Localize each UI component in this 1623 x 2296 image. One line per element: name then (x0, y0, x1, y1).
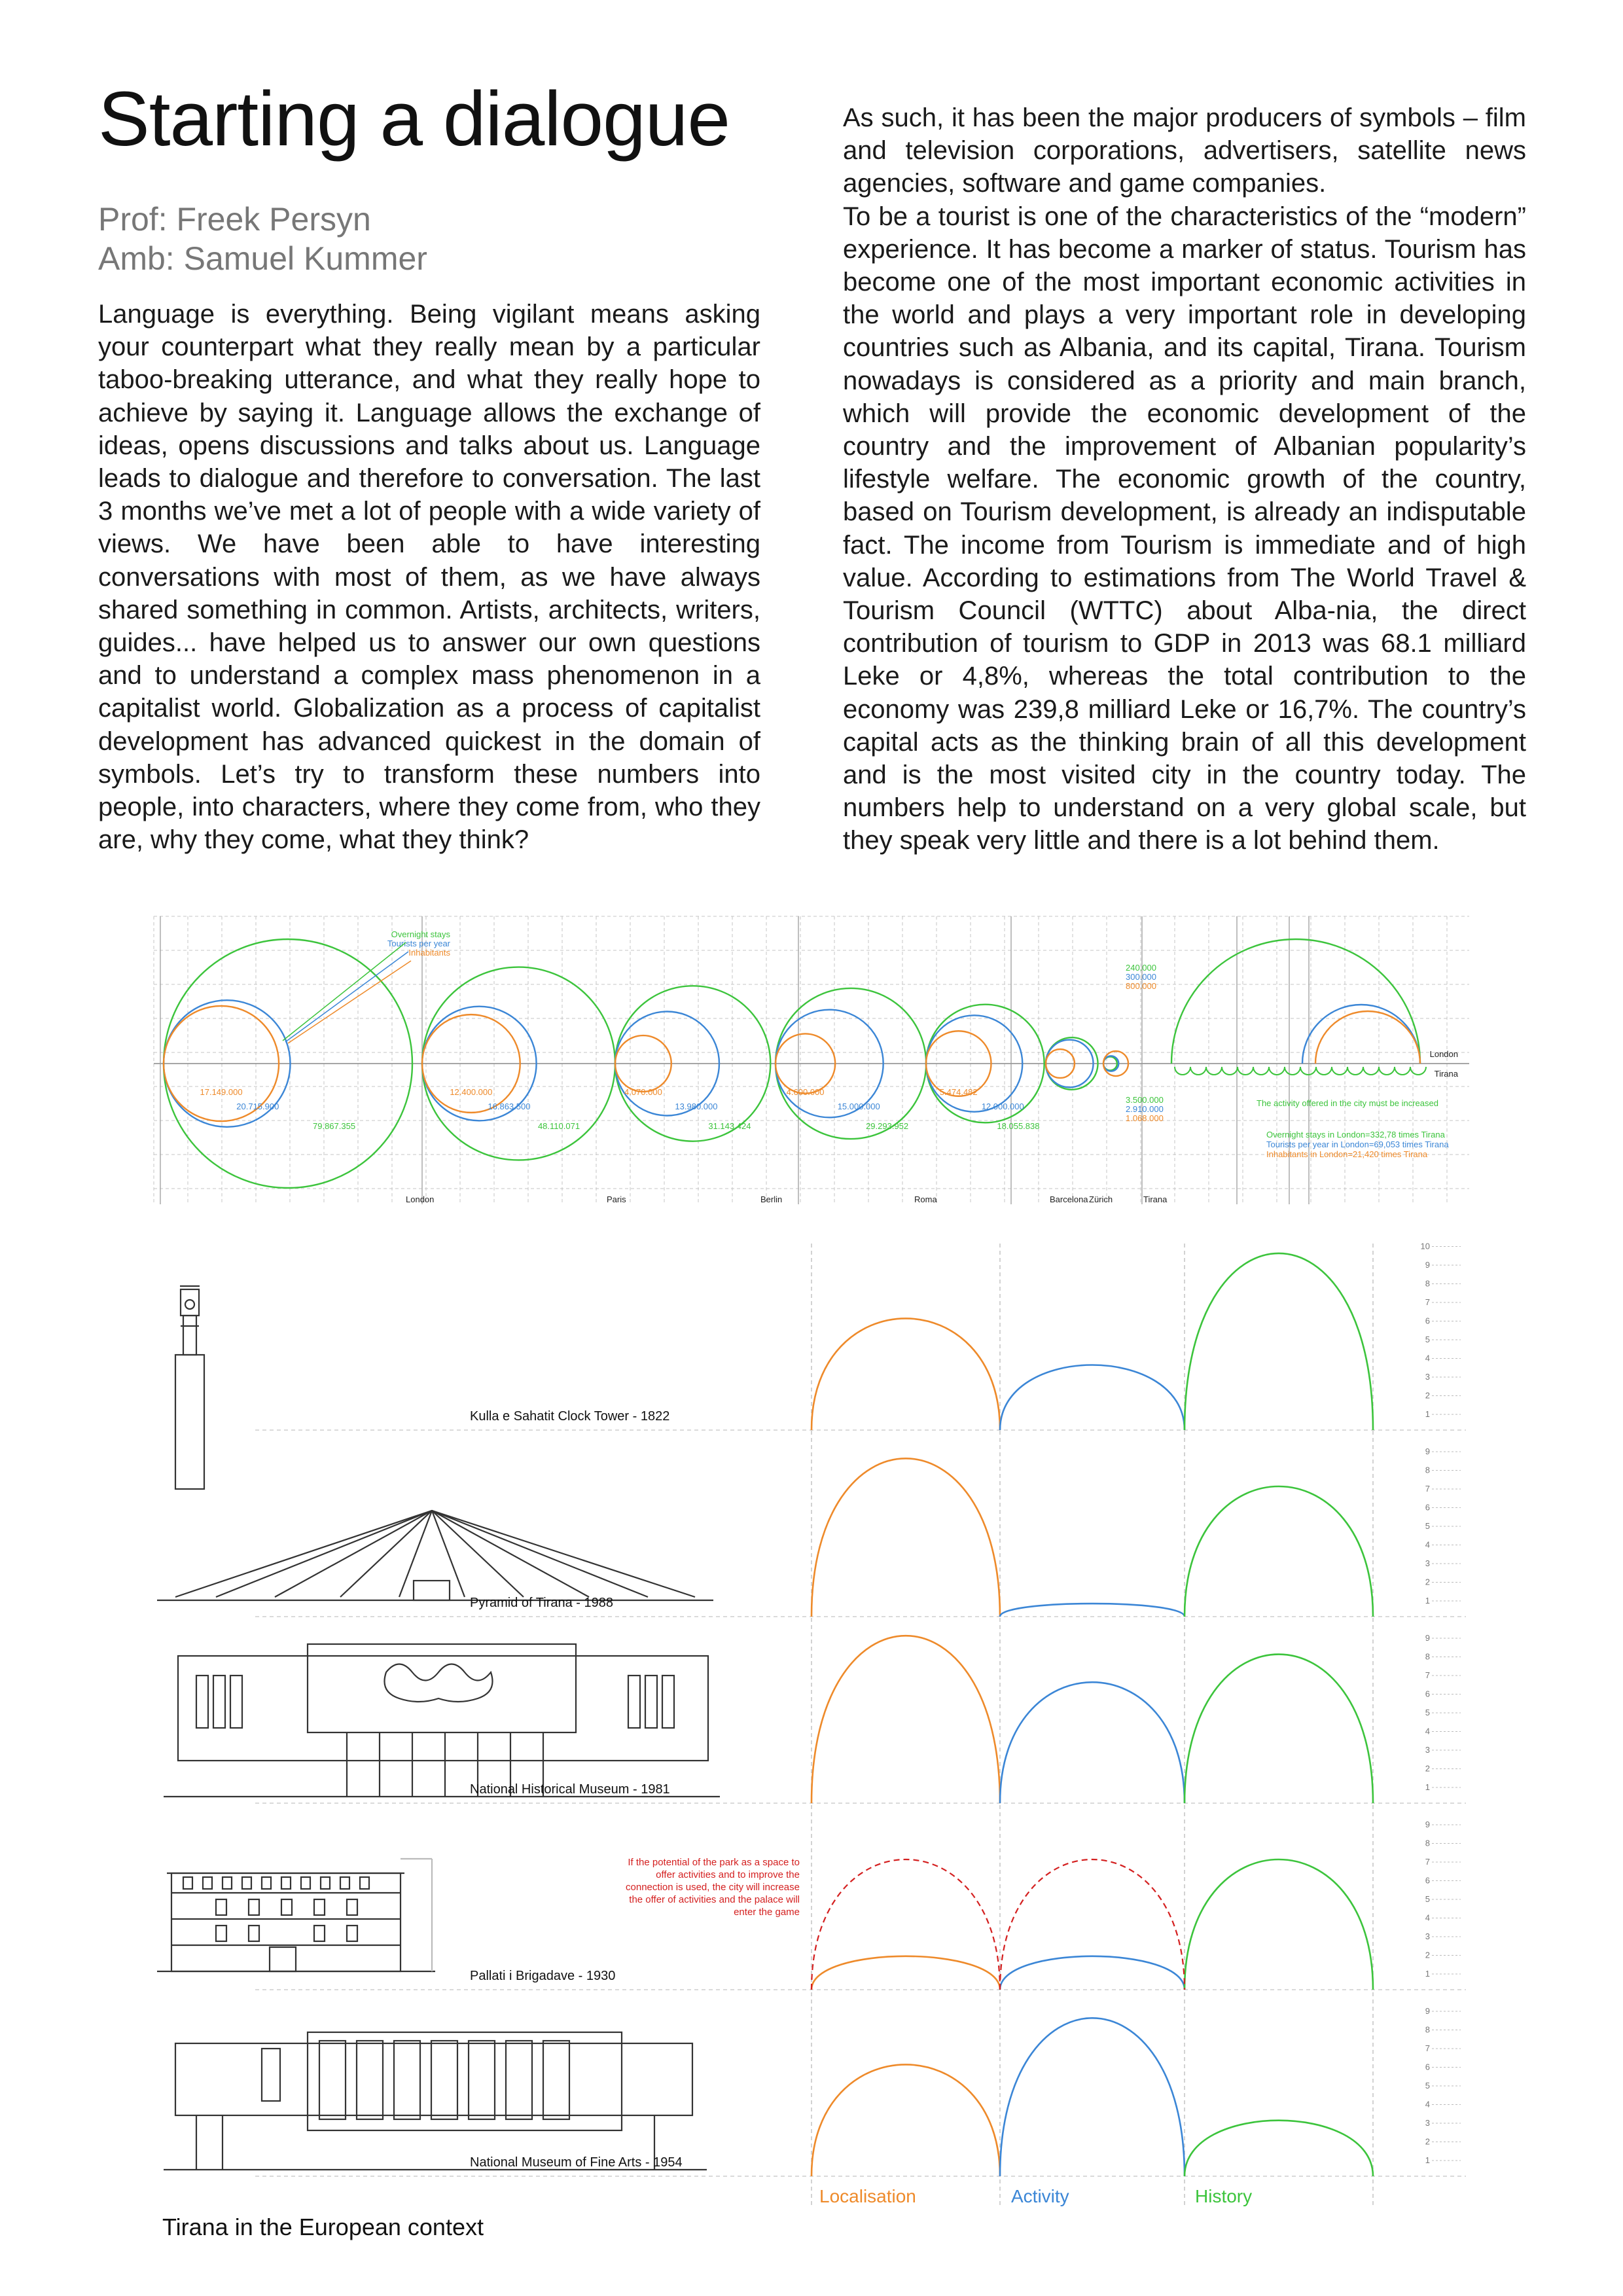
baseline-label-tirana: Tirana (1434, 1069, 1458, 1079)
profile-arc-localisation (812, 1458, 1000, 1617)
scale-tick: 4 (1425, 1539, 1430, 1550)
potential-note-line: enter the game (734, 1907, 800, 1918)
scale-tick: 4 (1425, 1912, 1430, 1923)
brigadave-palace-drawing (157, 1859, 435, 1971)
scale-tick: 6 (1425, 2062, 1430, 2072)
building-label: National Historical Museum - 1981 (470, 1782, 670, 1797)
scale-tick: 7 (1425, 1297, 1430, 1307)
city-name-label: Zürich (1089, 1194, 1113, 1204)
scale-tick: 5 (1425, 1335, 1430, 1344)
scale-tick: 7 (1425, 1857, 1430, 1867)
city-name-label: Roma (914, 1194, 937, 1204)
scale-tick: 3 (1425, 2118, 1430, 2128)
fine-arts-museum-drawing (164, 2032, 707, 2170)
scale-tick: 5 (1425, 1894, 1430, 1904)
baseline-label-london: London (1429, 1049, 1458, 1059)
scale-tick: 9 (1425, 1260, 1430, 1270)
professor-line: Prof: Freek Persyn (98, 201, 371, 238)
activity-note: The activity offered in the city must be increased (1257, 1098, 1438, 1108)
profile-arc-localisation (812, 1636, 1000, 1803)
zurich-inhabitants-value: 1.068.000 (1126, 1113, 1164, 1123)
inhabitants-value: 17.149.000 (200, 1087, 243, 1097)
assistant-line: Amb: Samuel Kummer (98, 240, 427, 277)
city-name-label: Paris (607, 1194, 626, 1204)
profile-arc-localisation (812, 2064, 1000, 2176)
legend-label: Overnight stays (391, 929, 450, 939)
overnight-value: 18.055.838 (997, 1121, 1040, 1131)
profile-arc-activity (1000, 1365, 1185, 1430)
scale-tick: 6 (1425, 1502, 1430, 1513)
scale-tick: 9 (1425, 1633, 1430, 1643)
page-title: Starting a dialogue (98, 76, 730, 162)
ratio-text: Inhabitants in London=21,420 times Tirana (1266, 1149, 1428, 1159)
scale-tick: 5 (1425, 1708, 1430, 1717)
scale-tick: 2 (1425, 2136, 1430, 2147)
scale-tick: 8 (1425, 1465, 1430, 1475)
ratio-text: Tourists per year in London=69,053 times Tirana (1266, 1139, 1449, 1149)
scale-tick: 1 (1425, 2155, 1430, 2165)
tirana-inhabitants-value: 800.000 (1126, 981, 1156, 991)
legend-label: Tourists per year (387, 939, 450, 948)
scale-tick: 2 (1425, 1390, 1430, 1401)
scale-tick: 5 (1425, 2081, 1430, 2090)
potential-note-line: offer activities and to improve the (656, 1869, 800, 1880)
building-label: Kulla e Sahatit Clock Tower - 1822 (470, 1409, 670, 1424)
profile-arc-activity (1000, 1956, 1185, 1990)
paragraph: As such, it has been the major producers of symbols – film and television corporations, advertisers, satellite news agencies, software and game companies. (843, 103, 1526, 198)
legend-label: Inhabitants (408, 948, 450, 958)
inhabitants-value: 4.070.000 (624, 1087, 662, 1097)
profile-arc-activity (1000, 2018, 1185, 2176)
tourists-value: 16.863.500 (488, 1102, 531, 1111)
scale-tick: 2 (1425, 1950, 1430, 1960)
building-label: Pyramid of Tirana - 1988 (470, 1596, 613, 1610)
profile-arc-history (1185, 1655, 1373, 1803)
scale-tick: 3 (1425, 1745, 1430, 1755)
scale-tick: 3 (1425, 1931, 1430, 1941)
scale-tick: 9 (1425, 1446, 1430, 1456)
paragraph: Language is everything. Being vigilant means asking your counterpart what they really mean by a particular taboo-breaking utterance, and what they really hope to achieve by saying it. Language allows the exchange of ideas, opens discussions and talks about us. Language leads to dialogue and therefore to conversation. The last 3 months we’ve met a lot of people with a wide variety of views. We have been able to have interesting conversations with most of them, as we have always shared something in common. Artists, architects, writers, guides... have helped us to answer our own questions and to understand a complex mass phenomenon in a capitalist world. Globalization as a process of capitalist development has advanced quickest in the domain of symbols. Let’s try to transform these numbers into people, into characters, where they come from, who they are, why they come, what they think? (98, 300, 760, 855)
scale-tick: 9 (1425, 1820, 1430, 1829)
inhabitants-value: 4.600.000 (786, 1087, 825, 1097)
profile-arc-history (1185, 1859, 1373, 1990)
inhabitants-value: 12.400.000 (450, 1087, 493, 1097)
zurich-tourists-value: 2.910.000 (1126, 1104, 1164, 1114)
scale-tick: 4 (1425, 1353, 1430, 1363)
criteria-label-history: History (1195, 2186, 1253, 2206)
potential-arc (812, 1859, 1000, 1990)
building-label: Pallati i Brigadave - 1930 (470, 1969, 616, 1983)
scale-tick: 7 (1425, 1484, 1430, 1494)
scale-tick: 7 (1425, 1670, 1430, 1680)
criteria-label-activity: Activity (1011, 2186, 1069, 2206)
tourists-value: 12.000.000 (981, 1102, 1024, 1111)
overnight-value: 31.143.424 (708, 1121, 751, 1131)
scale-tick: 6 (1425, 1875, 1430, 1886)
figure-caption: Tirana in the European context (162, 2214, 484, 2240)
scale-tick: 6 (1425, 1316, 1430, 1326)
city-name-label: Tirana (1143, 1194, 1168, 1204)
profile-arc-activity (1000, 1604, 1185, 1617)
criteria-label-localisation: Localisation (819, 2186, 916, 2206)
potential-note-line: connection is used, the city will increase (626, 1882, 800, 1893)
tirana-tourists-value: 300.000 (1126, 972, 1156, 982)
scale-tick: 8 (1425, 1838, 1430, 1848)
scale-tick: 6 (1425, 1689, 1430, 1699)
tourists-value: 15.000.000 (837, 1102, 880, 1111)
city-name-label: Berlin (760, 1194, 783, 1204)
building-label: National Museum of Fine Arts - 1954 (470, 2155, 683, 2170)
scale-tick: 1 (1425, 1409, 1430, 1419)
city-name-label: Barcelona (1050, 1194, 1088, 1204)
scale-tick: 10 (1420, 1241, 1430, 1251)
scale-tick: 2 (1425, 1763, 1430, 1774)
overnight-value: 48.110.071 (537, 1121, 580, 1131)
profile-arc-activity (1000, 1682, 1185, 1803)
tourists-value: 13.980.000 (675, 1102, 718, 1111)
paragraph: To be a tourist is one of the characteristics of the “modern” experience. It has become a marker of status. Tourism has become one of the most important economic activities in the world and plays a very important role in developing countries such as Albania, and its capital, Tirana. Tourism nowadays is considered as a priority and main branch, which will provide the economic development of the country and the improvement of Albanian popularity’s lifestyle welfare. The economic growth of the country, based on Tourism development, is already an indisputable fact. The income from Tourism is immediate and of high value. According to estimations from The World Travel & Tourism Council (WTTC) about Alba-nia, the direct contribution of tourism to GDP in 2013 was 68.1 milliard Leke or 4,8%, whereas the total contribution to the economy was 239,8 milliard Leke or 16,7%. The country’s capital acts as the thinking brain of all this development and is the most visited city in the country today. The numbers help to understand on a very global scale, but they speak very little and there is a lot behind them. (843, 202, 1526, 855)
scale-tick: 4 (1425, 1726, 1430, 1736)
overnight-value: 29.293.952 (866, 1121, 909, 1131)
profile-arc-history (1185, 1486, 1373, 1617)
profile-arc-localisation (812, 1318, 1000, 1430)
potential-note-line: If the potential of the park as a space to (628, 1857, 800, 1868)
potential-note-line: the offer of activities and the palace will (629, 1894, 800, 1905)
scale-tick: 2 (1425, 1577, 1430, 1587)
profile-arc-localisation (812, 1956, 1000, 1990)
inhabitants-value: 5.474.482 (939, 1087, 978, 1097)
ratio-text: Overnight stays in London=332,78 times Tirana (1266, 1130, 1445, 1139)
scale-tick: 1 (1425, 1596, 1430, 1605)
scale-tick: 9 (1425, 2006, 1430, 2016)
scale-tick: 8 (1425, 1651, 1430, 1662)
clock-tower-drawing (175, 1286, 204, 1489)
pyramid-drawing (157, 1511, 713, 1600)
potential-arc (1000, 1859, 1185, 1990)
scale-tick: 4 (1425, 2099, 1430, 2109)
zurich-overnight-value: 3.500.000 (1126, 1095, 1164, 1105)
city-name-label: London (406, 1194, 435, 1204)
tourists-value: 20.715.900 (236, 1102, 279, 1111)
scale-tick: 3 (1425, 1558, 1430, 1568)
potential-note (626, 1857, 800, 1918)
overnight-value: 79.867.355 (313, 1121, 356, 1131)
scale-tick: 5 (1425, 1521, 1430, 1531)
scale-tick: 3 (1425, 1372, 1430, 1382)
scale-tick: 1 (1425, 1782, 1430, 1792)
profile-arc-history (1185, 1253, 1373, 1430)
profile-arc-history (1185, 2121, 1373, 2176)
historical-museum-drawing (164, 1644, 720, 1797)
scale-tick: 8 (1425, 2024, 1430, 2035)
tirana-overnight-value: 240.000 (1126, 963, 1156, 973)
scale-tick: 7 (1425, 2043, 1430, 2053)
scale-tick: 8 (1425, 1278, 1430, 1289)
scale-tick: 1 (1425, 1969, 1430, 1979)
